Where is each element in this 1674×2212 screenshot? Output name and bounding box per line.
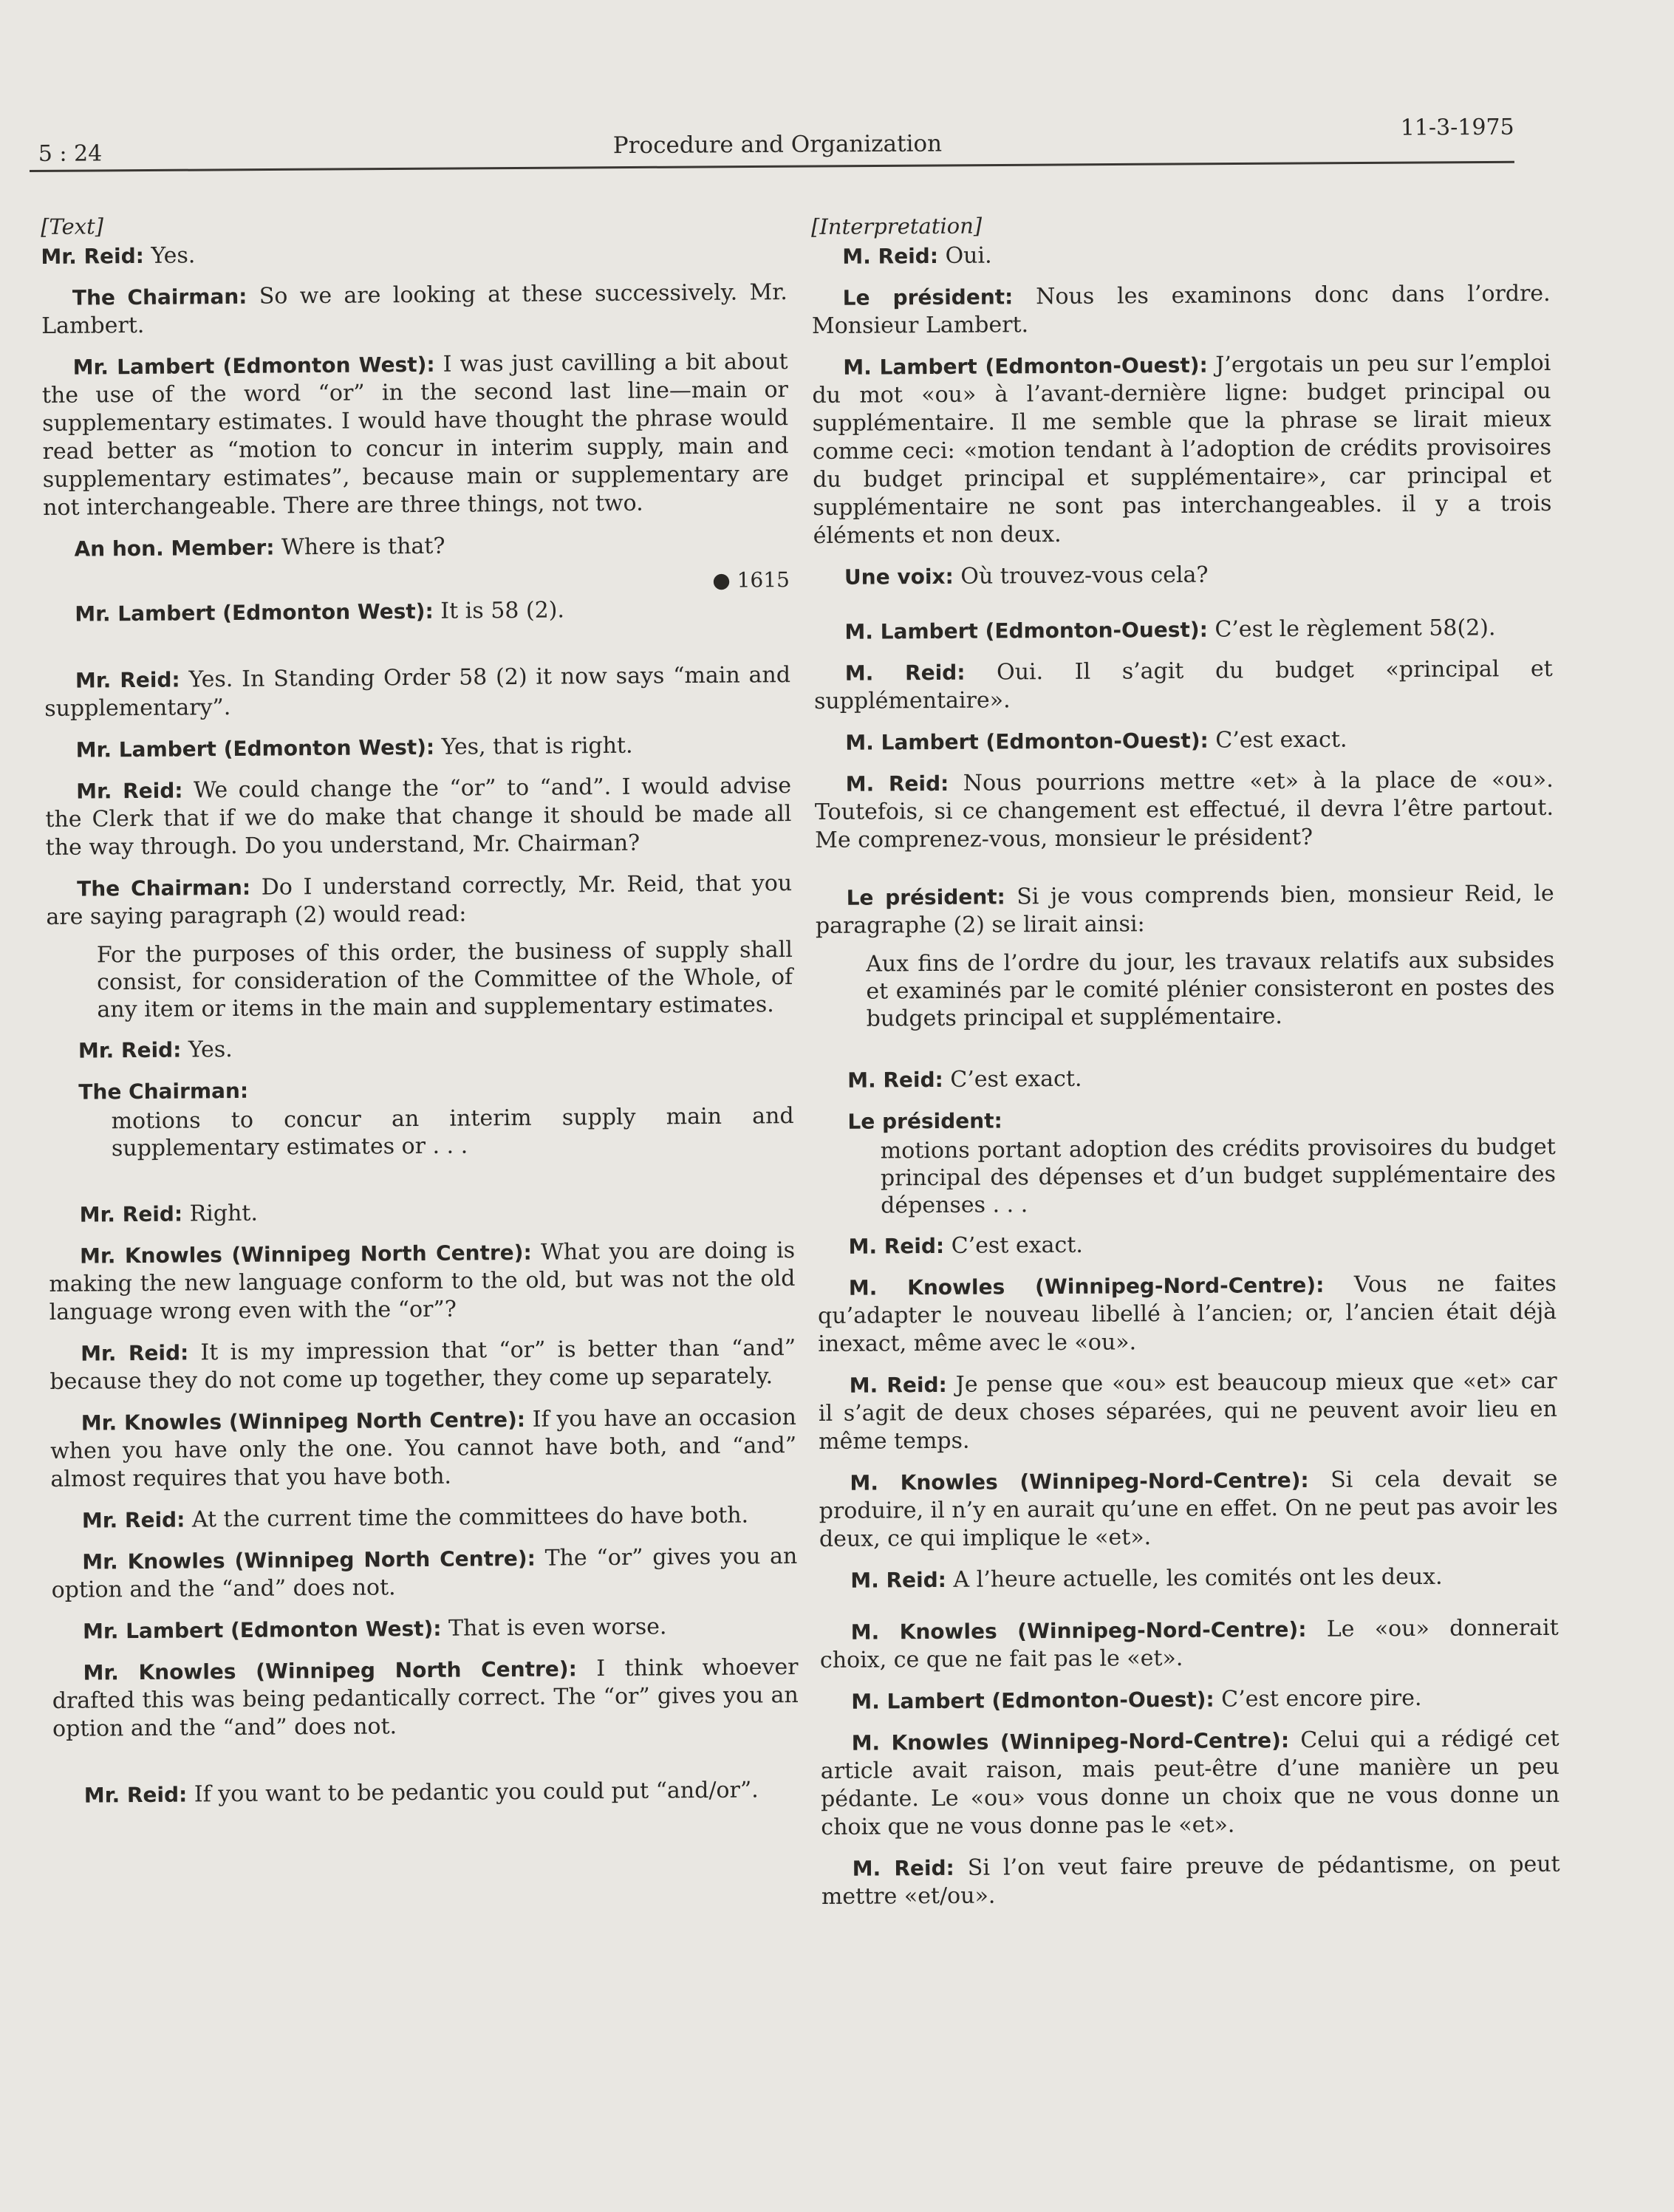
speaker-name: M. Knowles (Winnipeg-Nord-Centre):	[850, 1617, 1307, 1645]
speech-text: I was just cavilling a bit about the use of the word “or” in the second last line—main or supplementary estimates. I would have thought the phrase would read better as “motion to concur in interim supply, main and supplementary estimates”, because main or supplementary are not interchangeable. There are three things, not two.	[41, 349, 789, 521]
speech-text: Vous ne faites qu’adapter le nouveau libellé à l’ancien; or, l’ancien était déjà inexact, même avec le «ou».	[818, 1270, 1557, 1357]
speech-text: Oui.	[937, 242, 992, 269]
transcript-paragraph	[43, 530, 789, 564]
speaker-name: Mr. Reid:	[76, 778, 183, 804]
speaker-name: Mr. Lambert (Edmonton West):	[72, 352, 435, 380]
transcript-paragraph	[820, 1684, 1559, 1716]
speech-text: Où trouvez-vous cela?	[953, 561, 1209, 590]
speaker-name: Mr. Lambert (Edmonton West):	[82, 1616, 442, 1644]
transcript-paragraph	[820, 1614, 1559, 1675]
transcript-paragraph	[52, 1612, 798, 1646]
speaker-name: M. Knowles (Winnipeg-Nord-Centre):	[851, 1728, 1290, 1755]
speaker-name: Mr. Knowles (Winnipeg North Centre):	[83, 1656, 577, 1685]
speaker-name: Mr. Reid:	[83, 1782, 188, 1808]
transcript-paragraph	[53, 1776, 799, 1810]
transcript-paragraph	[819, 1368, 1558, 1456]
transcript-paragraph	[50, 1404, 797, 1494]
transcript-paragraph	[814, 725, 1553, 757]
transcript-paragraph	[47, 1073, 793, 1107]
speaker-name: The Chairman:	[78, 1078, 249, 1105]
speaker-name: The Chairman:	[77, 875, 251, 901]
transcript-paragraph	[41, 237, 787, 271]
speech-text: Yes, that is right.	[434, 732, 633, 760]
speaker-name: Mr. Knowles (Winnipeg North Centre):	[82, 1546, 536, 1574]
speaker-name: An hon. Member:	[74, 535, 275, 561]
transcript-paragraph	[818, 1270, 1557, 1359]
time-marker: ● 1615	[712, 567, 790, 593]
page-number: 5 : 24	[38, 140, 103, 167]
speaker-name: Mr. Reid:	[81, 1507, 185, 1533]
header-date: 11-3-1975	[1400, 114, 1514, 141]
english-column	[41, 208, 799, 1823]
speech-text: Celui qui a rédigé cet article avait raison, mais peut-être d’une manière un peu pédante. Le «ou» vous donne un choix que ne vous donne un choix que ne vous donne pas le «et».	[820, 1725, 1560, 1840]
speech-text: Yes. In Standing Order 58 (2) it now says “main and supplementary”.	[44, 662, 791, 722]
transcript-paragraph	[45, 772, 792, 862]
transcript-paragraph	[48, 1195, 794, 1229]
speech-text: Yes.	[181, 1036, 233, 1063]
speaker-name: Le président:	[842, 284, 1014, 310]
transcript-paragraph	[44, 661, 791, 723]
speaker-name: Mr. Lambert (Edmonton West):	[75, 734, 435, 762]
speaker-name: Le président:	[846, 884, 1005, 910]
speech-text: That is even worse.	[441, 1614, 667, 1642]
speech-text: Si l’on veut faire preuve de pédantisme, on peut mettre «et/ou».	[821, 1851, 1560, 1910]
transcript-paragraph	[821, 1725, 1560, 1842]
transcript-paragraph	[52, 1653, 799, 1744]
speech-text: Oui. Il s’agit du budget «principal et supplémentaire».	[813, 655, 1553, 714]
speaker-name: M. Lambert (Edmonton-Ouest):	[845, 728, 1209, 755]
speaker-name: Mr. Knowles (Winnipeg North Centre):	[79, 1240, 532, 1269]
running-header	[29, 102, 1514, 172]
speaker-name: M. Reid:	[845, 771, 949, 796]
speech-text: Nous les examinons donc dans l’ordre. Monsieur Lambert.	[811, 280, 1551, 339]
transcript-paragraph	[51, 1501, 797, 1535]
speech-text: We could change the “or” to “and”. I would advise the Clerk that if we do make that change it should be made all the way through. Do you understand, Mr. Chairman?	[45, 773, 792, 861]
speech-text: A l’heure actuelle, les comités ont les deux.	[946, 1563, 1443, 1593]
french-column	[811, 210, 1560, 1925]
speaker-name: M. Reid:	[852, 1855, 954, 1881]
speech-text: What you are doing is making the new language conform to the old, but was not the old language wrong even with the “or”?	[49, 1238, 796, 1325]
speaker-name: Mr. Reid:	[80, 1340, 189, 1366]
transcript-paragraph	[815, 766, 1554, 855]
speaker-name: M. Knowles (Winnipeg-Nord-Centre):	[848, 1272, 1325, 1300]
speech-text: Where is that?	[274, 533, 445, 561]
transcript-paragraph	[811, 239, 1550, 271]
transcript-paragraph	[51, 1543, 798, 1605]
transcript-paragraph	[46, 870, 793, 932]
transcript-paragraph	[812, 280, 1551, 341]
transcript-paragraph	[814, 655, 1553, 716]
transcript-paragraph	[816, 1062, 1555, 1095]
transcript-paragraph	[812, 349, 1552, 550]
speech-text: Do I understand correctly, Mr. Reid, that you are saying paragraph (2) would read:	[46, 870, 793, 930]
section-tag: [Interpretation]	[811, 213, 983, 239]
transcript-paragraph	[813, 559, 1552, 592]
speaker-name: M. Knowles (Winnipeg-Nord-Centre):	[850, 1467, 1309, 1495]
transcript-paragraph	[816, 1104, 1555, 1136]
transcript-paragraph	[816, 880, 1554, 941]
speech-text: The “or” gives you an option and the “and” does not.	[51, 1543, 798, 1603]
block-quote: motions portant adoption des crédits provisoires du budget principal des dépenses et d’un budget supplémentaire des dépenses . . .	[880, 1133, 1557, 1219]
header-title: Procedure and Organization	[612, 130, 943, 160]
transcript-paragraph	[44, 595, 790, 629]
block-quote: Aux fins de l’ordre du jour, les travaux relatifs aux subsides et examinés par le comité plénier consisteront en postes des budgets principal et supplémentaire.	[866, 946, 1555, 1032]
transcript-paragraph	[47, 1031, 793, 1065]
speech-text: J’ergotais un peu sur l’emploi du mot «ou» à l’avant-dernière ligne: budget principal ou supplémentaire. Il me semble que la phrase se lirait mieux comme ceci: «motion tendant à l’adoption de crédits provisoires du budget principal et supplémentaire», car principal et supplémentaire ne sont pas interchangeables. il y a trois éléments et non deux.	[812, 349, 1552, 549]
transcript-paragraph	[41, 348, 789, 522]
speech-text: C’est exact.	[943, 1065, 1082, 1093]
speaker-name: M. Reid:	[850, 1567, 947, 1593]
block-quote: For the purposes of this order, the business of supply shall consist, for consideration of the Committee of the Whole, of any item or items in the main and supplementary estimates.	[96, 937, 793, 1023]
transcript-paragraph	[41, 279, 788, 341]
speech-text: Si cela devait se produire, il n’y en aurait qu’une en effet. On ne peut pas avoir les deux, ce qui implique le «et».	[819, 1465, 1558, 1552]
transcript-paragraph	[819, 1465, 1558, 1554]
speaker-name: Mr. Reid:	[78, 1037, 182, 1063]
transcript-paragraph	[813, 614, 1552, 646]
speaker-name: M. Reid:	[844, 660, 966, 686]
speech-text: C’est exact.	[944, 1232, 1084, 1259]
speaker-name: Une voix:	[844, 564, 954, 590]
block-quote: motions to concur an interim supply main and supplementary estimates or . . .	[111, 1103, 794, 1162]
speaker-name: The Chairman:	[72, 284, 247, 310]
speaker-name: M. Reid:	[842, 243, 939, 269]
speaker-name: Le président:	[847, 1108, 1002, 1134]
speech-text: Right.	[182, 1200, 259, 1227]
speaker-name: M. Lambert (Edmonton-Ouest):	[844, 617, 1208, 644]
speech-text: If you want to be pedantic you could put “and/or”.	[187, 1777, 759, 1808]
transcript-paragraph	[817, 1229, 1556, 1261]
transcript-paragraph	[49, 1334, 796, 1396]
speaker-name: Mr. Lambert (Edmonton West):	[75, 598, 434, 627]
speech-text: I think whoever drafted this was being pedantically correct. The “or” gives you an option and the “and” does not.	[52, 1654, 799, 1742]
speech-text: Je pense que «ou» est beaucoup mieux que «et» car il s’agit de deux choses séparées, qui ne peuvent avoir lieu en même temps.	[818, 1368, 1558, 1455]
speech-text: It is 58 (2).	[433, 597, 565, 624]
speech-text: It is my impression that “or” is better than “and” because they do not come up together, they come up separately.	[49, 1335, 796, 1395]
speaker-name: M. Lambert (Edmonton-Ouest):	[851, 1687, 1214, 1714]
speech-text: At the current time the committees do have both.	[185, 1502, 749, 1533]
speaker-name: Mr. Knowles (Winnipeg North Centre):	[81, 1407, 526, 1436]
speaker-name: M. Lambert (Edmonton-Ouest):	[843, 352, 1208, 380]
speaker-name: M. Reid:	[849, 1372, 947, 1398]
speaker-name: Mr. Reid:	[79, 1201, 183, 1227]
transcript-paragraph	[821, 1851, 1560, 1911]
section-tag: [Text]	[41, 214, 104, 239]
speech-text: C’est exact.	[1208, 726, 1347, 754]
transcript-paragraph	[45, 731, 791, 765]
speaker-name: Mr. Reid:	[41, 243, 145, 269]
speech-text: Le «ou» donnerait choix, ce que ne fait pas le «et».	[819, 1614, 1559, 1673]
speech-text: Nous pourrions mettre «et» à la place de «ou». Toutefois, si ce changement est effectué, il devra l’être partout. Me comprenez-vous, monsieur le président?	[814, 766, 1554, 853]
speech-text: C’est le règlement 58(2).	[1207, 615, 1496, 643]
speaker-name: Mr. Reid:	[75, 667, 180, 693]
speech-text: If you have an occasion when you have only the one. You cannot have both, and “and” almost requires that you have both.	[50, 1404, 797, 1492]
speech-text: C’est encore pire.	[1214, 1684, 1422, 1713]
speaker-name: M. Reid:	[847, 1067, 943, 1093]
transcript-paragraph	[819, 1563, 1558, 1595]
speech-text: So we are looking at these successively. Mr. Lambert.	[41, 279, 788, 339]
speaker-name: M. Reid:	[848, 1233, 945, 1259]
speech-text: Yes.	[143, 242, 196, 269]
transcript-paragraph	[49, 1237, 796, 1327]
speech-text: Si je vous comprends bien, monsieur Reid, le paragraphe (2) se lirait ainsi:	[815, 880, 1554, 939]
